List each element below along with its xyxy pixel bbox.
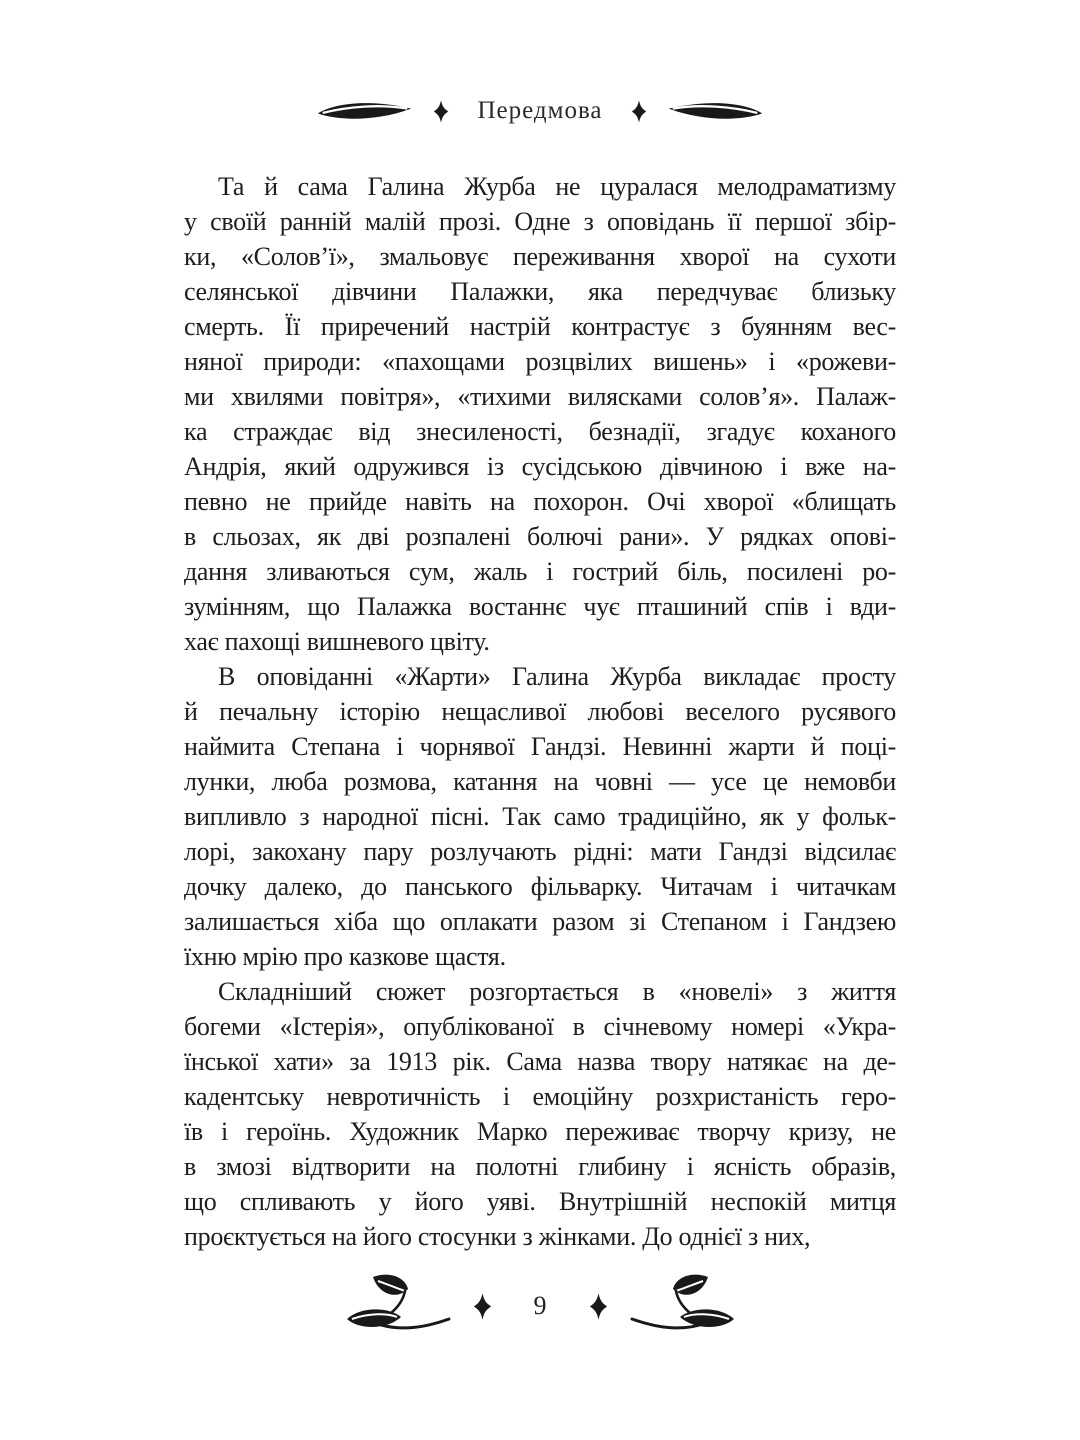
text-line: ки, «Солов’ї», змальовує переживання хворої на сухоти [184,242,896,271]
text-line: Андрія, який одружився із сусідською дівчиною і вже на- [184,452,896,481]
text-line: в сльозах, як дві розпалені болючі рани». У рядках опові- [184,522,896,551]
text-line: Складніший сюжет розгортається в «новелі» з життя [218,977,896,1006]
text-line: дочку далеко, до панського фільварку. Читачам і читачкам [184,872,896,901]
text-line: їнської хати» за 1913 рік. Сама назва твору натякає на де- [184,1047,896,1076]
paragraph [184,659,896,974]
page-header [0,0,1080,125]
text-line: й печальну історію нещасливої любові веселого русявого [184,697,896,726]
page-footer [0,1274,1080,1338]
text-line: дання зливаються сум, жаль і гострий біль, посилені ро- [184,557,896,586]
text-line: у своїй ранній малій прозі. Одне з оповідань її першої збір- [184,207,896,236]
text-line: зумінням, що Палажка востаннє чує пташиний спів і вди- [184,592,896,621]
four-pointed-star-icon [433,100,449,123]
text-line: певно не прийде навіть на похорон. Очі хворої «блищать [184,487,896,516]
four-pointed-star-icon [473,1293,492,1320]
text-line: ми хвилями повітря», «тихими вилясками солов’я». Палаж- [184,382,896,411]
page-number: 9 [533,1291,547,1320]
page-title: Передмова [477,97,603,124]
text-line: Та й сама Галина Журба не цуралася мелодраматизму [218,172,896,201]
text-line: няної природи: «пахощами розцвілих вишень» і «рожеви- [184,347,896,376]
text-line: їв і героїнь. Художник Марко переживає творчу кризу, не [184,1117,896,1146]
four-pointed-star-icon [589,1293,608,1320]
four-pointed-star-icon [631,100,647,123]
text-line: їхню мрію про казкове щастя. [184,942,506,971]
paragraph [184,974,896,1254]
text-line: лунки, люба розмова, катання на човні — усе це немовби [184,767,896,796]
text-line: хає пахощі вишневого цвіту. [184,627,490,656]
text-line: смерть. Її приречений настрій контрастує з буянням вес- [184,312,896,341]
text-line: проєктується на його стосунки з жінками. До однієї з них, [184,1222,811,1251]
text-line: наймита Степана і чорнявої Гандзі. Невинні жарти й поці- [184,732,896,761]
text-line: в змозі відтворити на полотні глибину і ясність образів, [184,1152,896,1181]
leaf-sprig-left-icon [345,1274,457,1338]
text-line: В оповіданні «Жарти» Галина Журба викладає просту [218,662,896,691]
text-line: ка страждає від знесиленості, безнадії, згадує коханого [184,417,896,446]
text-line: лорі, закохану пару розлучають рідні: мати Гандзі відсилає [184,837,896,866]
text-line: що спливають у його уяві. Внутрішній неспокій митця [184,1187,896,1216]
text-line: залишається хіба що оплакати разом зі Степаном і Гандзею [184,907,896,936]
paragraph [184,169,896,659]
text-line: випливло з народної пісні. Так само традиційно, як у фольк- [184,802,896,831]
text-line: кадентську невротичність і емоційну розхристаність геро- [184,1082,896,1111]
text-line: богеми «Істерія», опублікованої в січневому номері «Укра- [184,1012,896,1041]
text-line: селянської дівчини Палажки, яка передчуває близьку [184,277,896,306]
paragraphs [184,169,896,1254]
leaf-ornament-right-icon [665,98,765,125]
leaf-sprig-right-icon [624,1274,736,1338]
leaf-ornament-left-icon [315,98,415,125]
